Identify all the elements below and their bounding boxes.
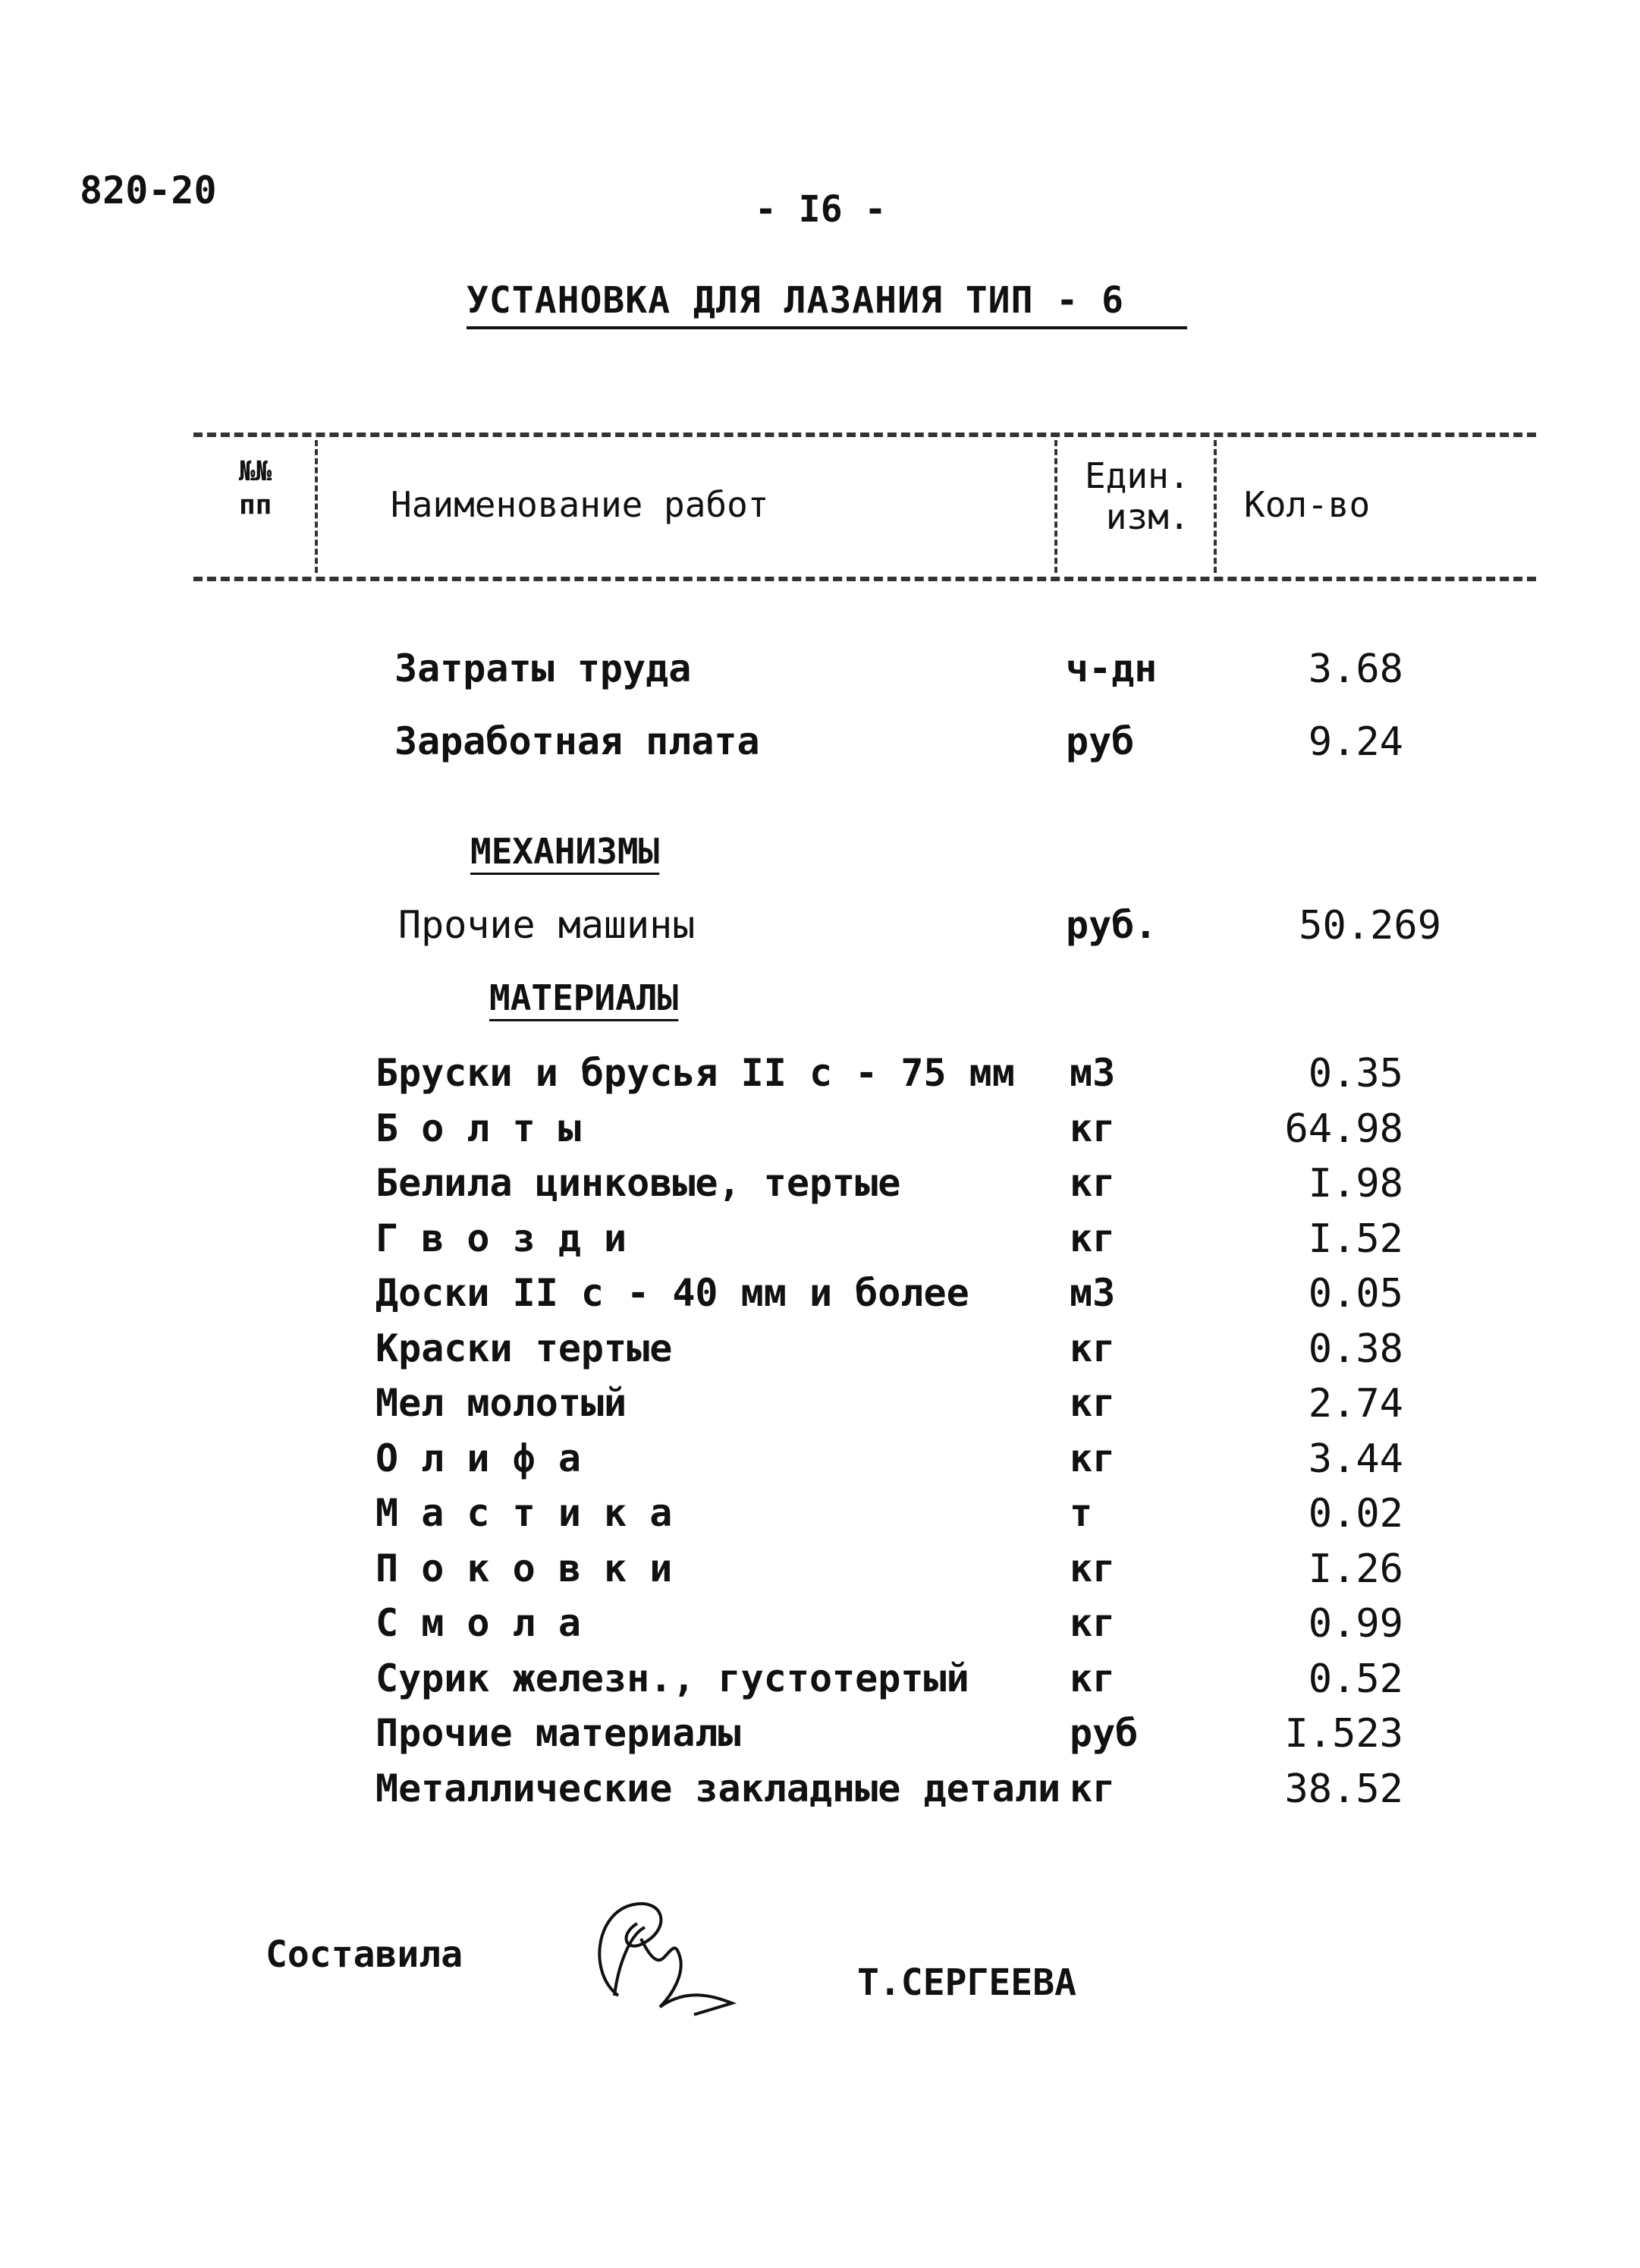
- material-name: Сурик железн., густотертый: [375, 1656, 969, 1700]
- wage-name: Заработная плата: [394, 719, 760, 763]
- table-header-bottom-rule: [193, 577, 1536, 581]
- material-qty: 0.99: [1308, 1601, 1403, 1647]
- material-name: Краски тертые: [375, 1326, 673, 1370]
- material-unit: кг: [1070, 1546, 1116, 1590]
- mechanism-unit: руб.: [1066, 903, 1158, 947]
- materials-heading: МАТЕРИАЛЫ: [489, 977, 679, 1018]
- material-unit: т: [1070, 1491, 1093, 1535]
- material-qty: 0.38: [1308, 1326, 1403, 1372]
- header-unit: Един. изм.: [1085, 455, 1190, 537]
- material-unit: кг: [1070, 1161, 1116, 1205]
- material-unit: кг: [1070, 1216, 1116, 1260]
- material-unit: кг: [1070, 1436, 1116, 1480]
- signature-image: [573, 1882, 740, 2026]
- labor-name: Затраты труда: [394, 646, 692, 690]
- material-qty: I.26: [1308, 1546, 1403, 1592]
- material-qty: I.52: [1308, 1216, 1403, 1262]
- material-name: Доски II с - 40 мм и более: [375, 1271, 969, 1315]
- compiled-by-label: Составила: [265, 1933, 463, 1976]
- header-divider-3: [1214, 440, 1217, 573]
- material-qty: 0.05: [1308, 1271, 1403, 1316]
- material-name: Белила цинковые, тертые: [375, 1161, 901, 1205]
- material-unit: кг: [1070, 1106, 1116, 1150]
- signer-name: Т.СЕРГЕЕВА: [857, 1961, 1076, 2004]
- labor-unit: ч-дн: [1066, 646, 1158, 690]
- material-qty: I.98: [1308, 1161, 1403, 1206]
- material-qty: 0.52: [1308, 1656, 1403, 1702]
- document-title: УСТАНОВКА ДЛЯ ЛАЗАНИЯ ТИП - 6: [467, 279, 1125, 322]
- material-unit: кг: [1070, 1326, 1116, 1370]
- mechanism-qty: 50.269: [1299, 903, 1441, 948]
- material-name: Металлические закладные детали: [375, 1766, 1061, 1810]
- material-unit: руб: [1070, 1711, 1139, 1755]
- material-unit: кг: [1070, 1381, 1116, 1425]
- material-qty: 3.44: [1308, 1436, 1403, 1482]
- header-divider-1: [315, 440, 318, 573]
- material-unit: кг: [1070, 1656, 1116, 1700]
- material-name: Мел молотый: [375, 1381, 627, 1425]
- header-num: №№ пп: [239, 456, 272, 521]
- header-divider-2: [1054, 440, 1057, 573]
- material-qty: I.523: [1284, 1711, 1403, 1757]
- wage-qty: 9.24: [1308, 719, 1403, 765]
- wage-unit: руб: [1066, 719, 1135, 763]
- material-unit: м3: [1070, 1051, 1116, 1095]
- mechanisms-heading: МЕХАНИЗМЫ: [470, 831, 660, 872]
- material-name: Г в о з д и: [375, 1216, 627, 1260]
- mechanism-name: Прочие машины: [398, 903, 696, 947]
- material-qty: 38.52: [1284, 1766, 1403, 1812]
- material-name: Б о л т ы: [375, 1106, 581, 1150]
- material-qty: 0.02: [1308, 1491, 1403, 1537]
- header-name: Наименование работ: [391, 484, 769, 525]
- material-name: Бруски и брусья II с - 75 мм: [375, 1051, 1015, 1095]
- material-qty: 64.98: [1284, 1106, 1403, 1152]
- material-name: С м о л а: [375, 1601, 581, 1645]
- title-underline: [467, 326, 1187, 329]
- table-top-rule: [193, 433, 1536, 437]
- labor-qty: 3.68: [1308, 646, 1403, 692]
- material-qty: 2.74: [1308, 1381, 1403, 1427]
- material-name: М а с т и к а: [375, 1491, 673, 1535]
- header-qty: Кол-во: [1244, 484, 1371, 525]
- page-number: - I6 -: [755, 188, 887, 231]
- document-code: 820-20: [80, 168, 217, 212]
- material-name: П о к о в к и: [375, 1546, 673, 1590]
- material-unit: кг: [1070, 1766, 1116, 1810]
- material-unit: кг: [1070, 1601, 1116, 1645]
- material-name: Прочие материалы: [375, 1711, 741, 1755]
- material-name: О л и ф а: [375, 1436, 581, 1480]
- material-unit: м3: [1070, 1271, 1116, 1315]
- material-qty: 0.35: [1308, 1051, 1403, 1096]
